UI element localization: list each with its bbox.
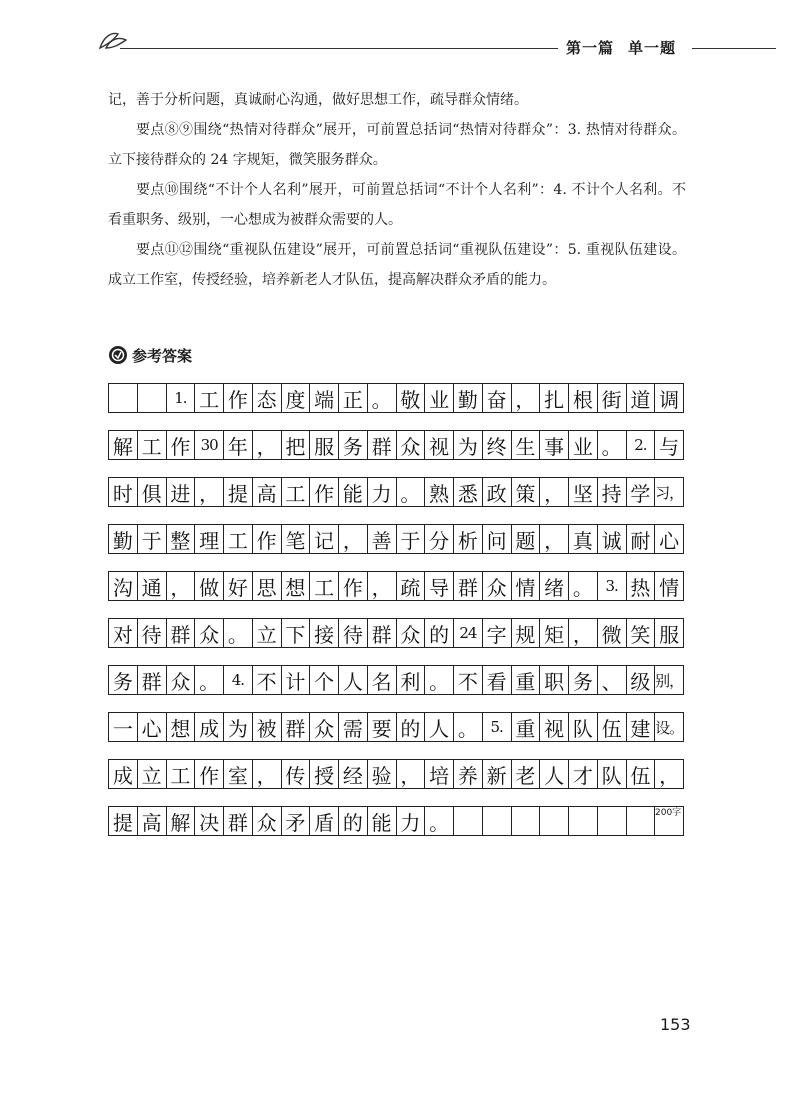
grid-cell: 24 bbox=[453, 618, 483, 648]
grid-cell: 高 bbox=[252, 477, 282, 507]
grid-cell: 为 bbox=[453, 430, 483, 460]
grid-cell: 做 bbox=[194, 571, 224, 601]
grid-cell: 学 bbox=[626, 477, 656, 507]
grid-cell: 正 bbox=[338, 383, 368, 413]
grid-cell: 字 bbox=[482, 618, 512, 648]
page-header bbox=[0, 0, 800, 70]
grid-cell: 才 bbox=[568, 759, 598, 789]
grid-cell: 、 bbox=[597, 665, 627, 695]
grid-cell: ， bbox=[568, 618, 598, 648]
grid-cell: 务 bbox=[568, 665, 598, 695]
grid-cell: 4. bbox=[223, 665, 253, 695]
paragraph: 要点⑪⑫围绕“重视队伍建设”展开，可前置总括词“重视队伍建设”：5. 重视队伍建设。成立工作室，传授经验，培养新老人才队伍，提高解决群众矛盾的能力。 bbox=[108, 242, 686, 288]
grid-cell: 众 bbox=[194, 618, 224, 648]
grid-cell: 待 bbox=[137, 618, 167, 648]
grid-cell: 诚 bbox=[597, 524, 627, 554]
grid-cell: 。 bbox=[396, 477, 426, 507]
grid-cell: 年 bbox=[223, 430, 253, 460]
paragraph: 要点⑧⑨围绕“热情对待群众”展开，可前置总括词“热情对待群众”：3. 热情对待群众。立下接待群众的 24 字规矩，微笑服务群众。 bbox=[108, 122, 686, 168]
grid-cell: 工 bbox=[223, 524, 253, 554]
grid-cell: ， bbox=[252, 430, 282, 460]
grid-row bbox=[108, 571, 684, 601]
grid-cell: 服 bbox=[309, 430, 339, 460]
grid-cell: 矛 bbox=[281, 806, 311, 836]
grid-cell: 众 bbox=[166, 665, 196, 695]
grid-cell: 成 bbox=[194, 712, 224, 742]
grid-cell: 。 bbox=[424, 665, 454, 695]
grid-cell: 队 bbox=[597, 759, 627, 789]
grid-cell: 成 bbox=[108, 759, 138, 789]
grid-cell: 群 bbox=[166, 618, 196, 648]
grid-cell: 室 bbox=[223, 759, 253, 789]
grid-cell: 看 bbox=[482, 665, 512, 695]
grid-cell: ， bbox=[396, 759, 426, 789]
grid-cell: 。 bbox=[223, 618, 253, 648]
grid-cell: 情 bbox=[511, 571, 541, 601]
grid-cell: 记 bbox=[309, 524, 339, 554]
grid-cell: 道 bbox=[626, 383, 656, 413]
grid-cell: 解 bbox=[108, 430, 138, 460]
grid-cell: 。 bbox=[568, 571, 598, 601]
grid-cell: 能 bbox=[338, 477, 368, 507]
grid-cell: 整 bbox=[166, 524, 196, 554]
page-number: 153 bbox=[660, 1015, 691, 1034]
grid-cell: 于 bbox=[137, 524, 167, 554]
grid-cell: 众 bbox=[396, 430, 426, 460]
header-part: 第一篇 bbox=[566, 39, 615, 57]
grid-cell: 思 bbox=[252, 571, 282, 601]
grid-row bbox=[108, 618, 684, 648]
grid-cell: 规 bbox=[511, 618, 541, 648]
grid-cell: 热 bbox=[626, 571, 656, 601]
grid-cell: 。 bbox=[424, 806, 454, 836]
grid-cell: 敬 bbox=[396, 383, 426, 413]
grid-row bbox=[108, 477, 684, 507]
grid-cell: 不 bbox=[453, 665, 483, 695]
grid-cell: 理 bbox=[194, 524, 224, 554]
header-section: 单一题 bbox=[628, 39, 677, 57]
grid-cell: 培 bbox=[424, 759, 454, 789]
grid-cell: 能 bbox=[367, 806, 397, 836]
grid-cell: 职 bbox=[539, 665, 569, 695]
grid-cell: 策 bbox=[511, 477, 541, 507]
grid-cell: 群 bbox=[137, 665, 167, 695]
grid-cell: 沟 bbox=[108, 571, 138, 601]
grid-cell: 伍 bbox=[597, 712, 627, 742]
grid-cell: 群 bbox=[367, 618, 397, 648]
grid-cell: 勤 bbox=[108, 524, 138, 554]
grid-cell: 盾 bbox=[309, 806, 339, 836]
grid-cell: 俱 bbox=[137, 477, 167, 507]
grid-cell: 视 bbox=[424, 430, 454, 460]
grid-cell: 30 bbox=[194, 430, 224, 460]
grid-cell: 疏 bbox=[396, 571, 426, 601]
header-rule-right bbox=[692, 48, 776, 49]
grid-cell: 持 bbox=[597, 477, 627, 507]
grid-cell: 力 bbox=[367, 477, 397, 507]
grid-cell: 事 bbox=[539, 430, 569, 460]
grid-cell: 真 bbox=[568, 524, 598, 554]
grid-cell: 决 bbox=[194, 806, 224, 836]
grid-cell: 解 bbox=[166, 806, 196, 836]
grid-cell: ， bbox=[338, 524, 368, 554]
grid-cell: 人 bbox=[424, 712, 454, 742]
grid-cell: 生 bbox=[511, 430, 541, 460]
grid-cell: 群 bbox=[281, 712, 311, 742]
answer-title: 参考答案 bbox=[132, 346, 193, 365]
grid-cell: 众 bbox=[482, 571, 512, 601]
grid-cell: 业 bbox=[424, 383, 454, 413]
grid-cell: 工 bbox=[137, 430, 167, 460]
grid-cell: 验 bbox=[367, 759, 397, 789]
grid-cell: 街 bbox=[597, 383, 627, 413]
grid-cell: 接 bbox=[309, 618, 339, 648]
grid-cell: 需 bbox=[338, 712, 368, 742]
grid-cell: 题 bbox=[511, 524, 541, 554]
grid-cell: 建 bbox=[626, 712, 656, 742]
grid-cell: 作 bbox=[252, 524, 282, 554]
grid-row bbox=[108, 665, 684, 695]
grid-cell: 绪 bbox=[539, 571, 569, 601]
answer-grid bbox=[108, 383, 684, 853]
grid-cell: 善 bbox=[367, 524, 397, 554]
grid-cell: 。 bbox=[597, 430, 627, 460]
grid-cell: 立 bbox=[137, 759, 167, 789]
grid-cell: 扎 bbox=[539, 383, 569, 413]
grid-cell: 个 bbox=[309, 665, 339, 695]
grid-cell: 养 bbox=[453, 759, 483, 789]
grid-cell: 队 bbox=[568, 712, 598, 742]
paragraph: 要点⑩围绕“不计个人名利”展开，可前置总括词“不计个人名利”：4. 不计个人名利。不看重职务、级别，一心想成为被群众需要的人。 bbox=[108, 182, 686, 228]
grid-cell: 群 bbox=[223, 806, 253, 836]
grid-cell: 授 bbox=[309, 759, 339, 789]
grid-row bbox=[108, 712, 684, 742]
grid-cell: 根 bbox=[568, 383, 598, 413]
grid-cell: 问 bbox=[482, 524, 512, 554]
grid-cell: 。 bbox=[453, 712, 483, 742]
grid-cell: 级 bbox=[626, 665, 656, 695]
grid-cell: 坚 bbox=[568, 477, 598, 507]
grid-cell: 想 bbox=[281, 571, 311, 601]
grid-cell bbox=[568, 806, 598, 836]
grid-cell: 悉 bbox=[453, 477, 483, 507]
grid-cell: 笔 bbox=[281, 524, 311, 554]
grid-cell: 通 bbox=[137, 571, 167, 601]
grid-cell: 群 bbox=[367, 430, 397, 460]
word-count-label: 200字 bbox=[655, 808, 682, 818]
grid-cell: 析 bbox=[453, 524, 483, 554]
grid-cell: 把 bbox=[281, 430, 311, 460]
grid-cell: ， bbox=[252, 759, 282, 789]
grid-cell: 5. bbox=[482, 712, 512, 742]
grid-cell: 别， bbox=[654, 665, 684, 695]
grid-cell: 导 bbox=[424, 571, 454, 601]
grid-cell: 调 bbox=[654, 383, 684, 413]
grid-cell: 人 bbox=[539, 759, 569, 789]
grid-cell: 新 bbox=[482, 759, 512, 789]
grid-cell: 耐 bbox=[626, 524, 656, 554]
grid-cell: 一 bbox=[108, 712, 138, 742]
grid-cell: 视 bbox=[539, 712, 569, 742]
grid-cell: 下 bbox=[281, 618, 311, 648]
grid-cell: 作 bbox=[194, 759, 224, 789]
grid-cell bbox=[482, 806, 512, 836]
grid-cell bbox=[137, 383, 167, 413]
grid-cell: ， bbox=[166, 571, 196, 601]
grid-cell: 力 bbox=[396, 806, 426, 836]
grid-cell: 微 bbox=[597, 618, 627, 648]
grid-cell: 提 bbox=[223, 477, 253, 507]
grid-cell: 待 bbox=[338, 618, 368, 648]
grid-cell: 分 bbox=[424, 524, 454, 554]
grid-cell: 众 bbox=[309, 712, 339, 742]
grid-cell bbox=[597, 806, 627, 836]
grid-cell: 的 bbox=[338, 806, 368, 836]
grid-cell bbox=[626, 806, 656, 836]
grid-cell: 笑 bbox=[626, 618, 656, 648]
grid-row bbox=[108, 524, 684, 554]
grid-cell: 提 bbox=[108, 806, 138, 836]
grid-cell bbox=[539, 806, 569, 836]
grid-cell: 传 bbox=[281, 759, 311, 789]
grid-cell: 作 bbox=[166, 430, 196, 460]
answer-heading bbox=[108, 343, 192, 367]
grid-row bbox=[108, 806, 684, 836]
answer-badge-icon bbox=[108, 345, 128, 365]
grid-cell: 2. bbox=[626, 430, 656, 460]
grid-cell: 被 bbox=[252, 712, 282, 742]
grid-cell: 。 bbox=[194, 665, 224, 695]
grid-cell: 要 bbox=[367, 712, 397, 742]
grid-cell: 心 bbox=[654, 524, 684, 554]
grid-cell: ， bbox=[367, 571, 397, 601]
grid-cell: 时 bbox=[108, 477, 138, 507]
grid-cell: 情 bbox=[654, 571, 684, 601]
grid-cell bbox=[511, 806, 541, 836]
grid-cell: 工 bbox=[281, 477, 311, 507]
grid-cell: 对 bbox=[108, 618, 138, 648]
grid-cell: 老 bbox=[511, 759, 541, 789]
grid-cell: 终 bbox=[482, 430, 512, 460]
grid-cell: 利 bbox=[396, 665, 426, 695]
grid-cell: 度 bbox=[281, 383, 311, 413]
grid-cell: 心 bbox=[137, 712, 167, 742]
grid-cell: 的 bbox=[424, 618, 454, 648]
grid-cell: 进 bbox=[166, 477, 196, 507]
grid-cell: 作 bbox=[338, 571, 368, 601]
grid-cell: ， bbox=[539, 477, 569, 507]
grid-cell: 众 bbox=[252, 806, 282, 836]
grid-cell: 务 bbox=[108, 665, 138, 695]
grid-cell: 端 bbox=[309, 383, 339, 413]
grid-row bbox=[108, 759, 684, 789]
grid-cell: 作 bbox=[223, 383, 253, 413]
grid-cell: 务 bbox=[338, 430, 368, 460]
grid-cell: 业 bbox=[568, 430, 598, 460]
grid-cell: 名 bbox=[367, 665, 397, 695]
grid-cell: 与 bbox=[654, 430, 684, 460]
header-title bbox=[566, 37, 676, 58]
grid-cell: 重 bbox=[511, 665, 541, 695]
grid-cell: 服 bbox=[654, 618, 684, 648]
grid-cell bbox=[453, 806, 483, 836]
grid-cell: 伍 bbox=[626, 759, 656, 789]
grid-cell: ， bbox=[511, 383, 541, 413]
grid-cell bbox=[108, 383, 138, 413]
grid-cell: 众 bbox=[396, 618, 426, 648]
grid-cell: 重 bbox=[511, 712, 541, 742]
grid-cell: 经 bbox=[338, 759, 368, 789]
analysis-text bbox=[108, 85, 686, 295]
header-rule-left bbox=[120, 48, 558, 49]
grid-cell: 作 bbox=[309, 477, 339, 507]
grid-cell: 政 bbox=[482, 477, 512, 507]
grid-row bbox=[108, 430, 684, 460]
grid-cell: 习， bbox=[654, 477, 684, 507]
grid-cell: 奋 bbox=[482, 383, 512, 413]
grid-cell: 计 bbox=[281, 665, 311, 695]
grid-cell: 1. bbox=[166, 383, 196, 413]
grid-cell: 群 bbox=[453, 571, 483, 601]
grid-cell: 好 bbox=[223, 571, 253, 601]
grid-cell: 为 bbox=[223, 712, 253, 742]
grid-cell: 的 bbox=[396, 712, 426, 742]
grid-cell: 工 bbox=[309, 571, 339, 601]
grid-cell: 立 bbox=[252, 618, 282, 648]
grid-cell: 3. bbox=[597, 571, 627, 601]
grid-cell: ， bbox=[539, 524, 569, 554]
grid-cell: 高 bbox=[137, 806, 167, 836]
grid-cell: 态 bbox=[252, 383, 282, 413]
grid-cell: 想 bbox=[166, 712, 196, 742]
grid-cell: ， bbox=[654, 759, 684, 789]
grid-cell: ， bbox=[194, 477, 224, 507]
grid-cell: 。 bbox=[367, 383, 397, 413]
grid-cell: 勤 bbox=[453, 383, 483, 413]
grid-cell: 矩 bbox=[539, 618, 569, 648]
grid-cell: 工 bbox=[194, 383, 224, 413]
grid-cell: 人 bbox=[338, 665, 368, 695]
grid-cell: 熟 bbox=[424, 477, 454, 507]
grid-cell: 于 bbox=[396, 524, 426, 554]
grid-cell: 不 bbox=[252, 665, 282, 695]
grid-cell: 工 bbox=[166, 759, 196, 789]
grid-cell: 设。 bbox=[654, 712, 684, 742]
grid-row bbox=[108, 383, 684, 413]
paragraph: 记，善于分析问题，真诚耐心沟通，做好思想工作，疏导群众情绪。 bbox=[108, 92, 528, 108]
